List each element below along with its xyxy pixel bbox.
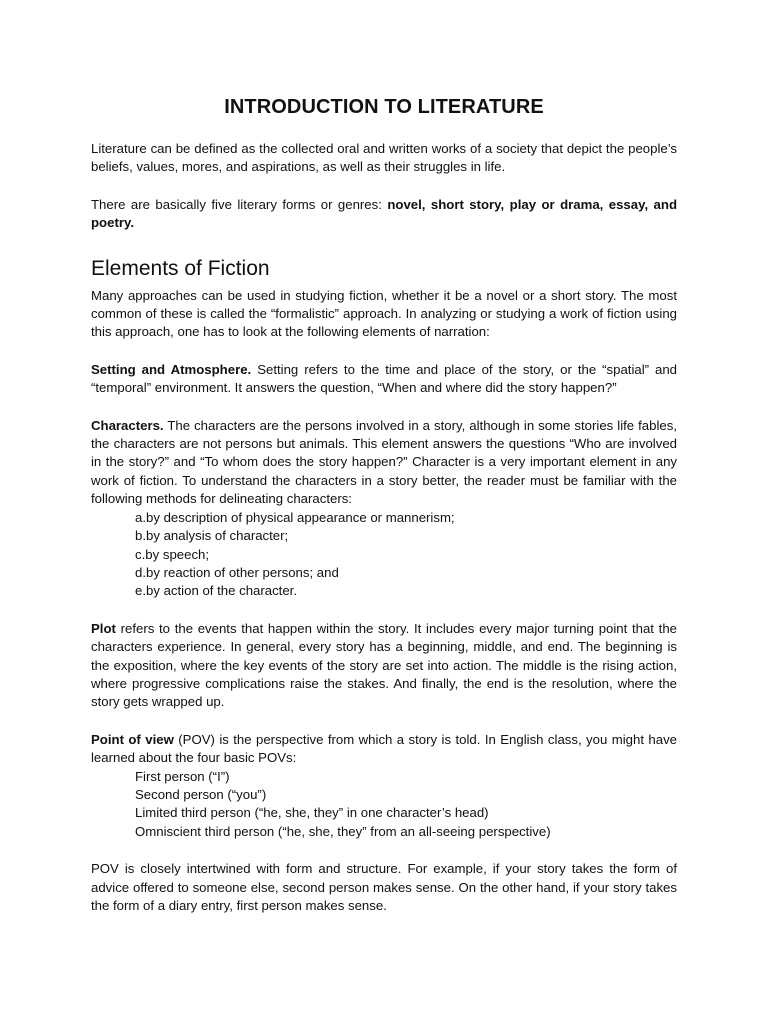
- list-item: a.by description of physical appearance or mannerism;: [135, 509, 455, 525]
- list-item: First person (“I”): [135, 768, 230, 784]
- plot-term: Plot: [91, 620, 116, 636]
- setting-term: Setting and Atmosphere.: [91, 361, 252, 377]
- pov-term: Point of view: [91, 731, 174, 747]
- genres-lead: There are basically five literary forms or genres:: [91, 196, 388, 212]
- section-heading: Elements of Fiction: [91, 256, 270, 280]
- document-content: [91, 93, 677, 915]
- characters-paragraph: [91, 417, 677, 509]
- intro-paragraph: Literature can be defined as the collected oral and written works of a society that depict the people’s beliefs, values, mores, and aspirations, as well as their struggles in life.: [91, 141, 677, 175]
- list-item: d.by reaction of other persons; and: [135, 564, 339, 580]
- pov-types-list: [91, 768, 677, 842]
- list-item: c.by speech;: [135, 546, 210, 562]
- list-item: b.by analysis of character;: [135, 528, 289, 544]
- setting-text: Setting refers to the time and place of the story, or the “spatial” and “temporal” environment. It answers the question, “When and where did the story happen?”: [91, 361, 678, 396]
- character-methods-list: [91, 509, 677, 601]
- pov-paragraph: [91, 731, 677, 768]
- list-item: Second person (“you”): [135, 786, 267, 802]
- elements-intro-paragraph: Many approaches can be used in studying fiction, whether it be a novel or a short story. The most common of these is called the “formalistic” approach. In analyzing or studying a work of fiction using this approach, one has to look at the following elements of narration:: [91, 287, 677, 340]
- genres-list: novel, short story, play or drama, essay, and poetry.: [91, 196, 677, 231]
- pov-closing-paragraph: POV is closely intertwined with form and structure. For example, if your story takes the form of advice offered to someone else, second person makes sense. On the other hand, if your story takes the form of a diary entry, first person makes sense.: [91, 861, 677, 913]
- plot-paragraph: [91, 620, 677, 712]
- plot-text: refers to the events that happen within the story. It includes every major turning point that the characters experience. In general, every story has a beginning, middle, and end. The beginning is the exposition, where the key events of the story are set into action. The middle is the rising action, where progressive complications raise the stakes. And finally, the end is the resolution, where the story gets wrapped up.: [91, 620, 677, 710]
- characters-term: Characters.: [91, 417, 164, 433]
- pov-text: (POV) is the perspective from which a story is told. In English class, you might have learned about the four basic POVs:: [91, 731, 677, 766]
- list-item: Omniscient third person (“he, she, they” from an all-seeing perspective): [135, 823, 551, 839]
- page-title: INTRODUCTION TO LITERATURE: [224, 96, 544, 118]
- setting-paragraph: [91, 361, 677, 398]
- list-item: e.by action of the character.: [135, 583, 298, 599]
- genres-paragraph: [91, 196, 677, 233]
- list-item: Limited third person (“he, she, they” in one character’s head): [135, 805, 489, 821]
- characters-text: The characters are the persons involved in a story, although in some stories life fables, the characters are not persons but animals. This element answers the questions “Who are involved in the story?” and “To whom does the story happen?” Character is a very important element in any work of fiction. To understand the characters in a story better, the reader must be familiar with the following methods for delineating characters:: [91, 417, 677, 507]
